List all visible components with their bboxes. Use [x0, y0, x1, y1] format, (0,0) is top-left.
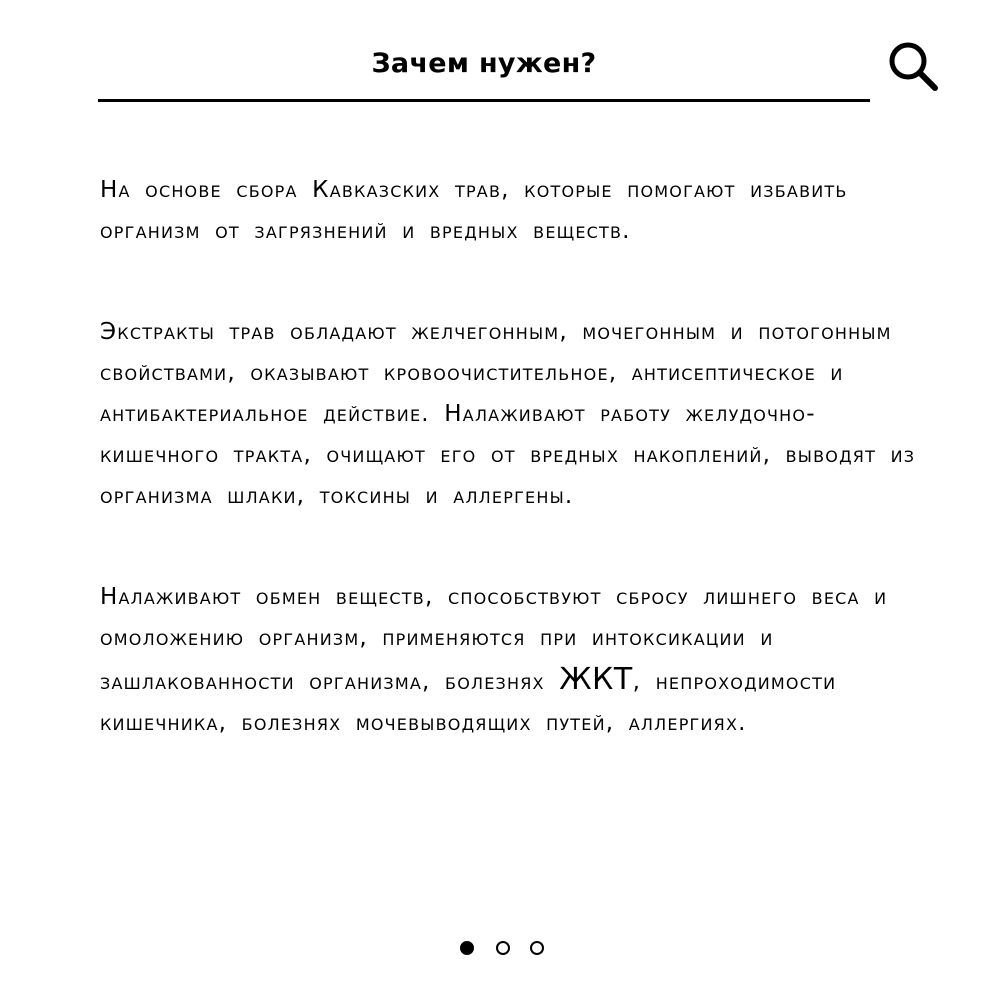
title-underline — [98, 99, 870, 102]
header — [0, 0, 1000, 110]
page-dot-2[interactable] — [496, 941, 510, 955]
paragraph-properties: Экстракты трав обладают желчегонным, мочегонным и потогонным свойствами, оказывают кровоочистительное, антисептическое и антибактериальное действие. Налаживают работу желудочно-кишечного тракта, очищают его от вредных накоплений, выводят из организма шлаки, токсины и аллергены. — [100, 319, 916, 509]
search-button[interactable] — [884, 36, 944, 96]
paragraph-applications — [100, 577, 930, 744]
search-icon — [884, 36, 944, 96]
pagination-dots — [458, 940, 548, 960]
paragraph-intro: На основе сбора Кавказских трав, которые помогают избавить организм от загрязнений и вредных веществ. — [100, 177, 848, 244]
page-dot-3[interactable] — [530, 941, 544, 955]
paragraph-applications-part1: Налаживают обмен веществ, способствуют сбросу лишнего веса и омоложению организм, применяются при интоксикации и зашлакованности организма, болезнях — [100, 584, 888, 695]
main-content — [100, 170, 930, 804]
page-title: Зачем нужен? — [371, 48, 597, 79]
abbreviation-zhkt: ЖКТ — [559, 662, 633, 697]
page-dot-1[interactable] — [460, 941, 474, 955]
paragraph-applications-part2: , непроходимости кишечника, болезнях мочевыводящих путей, аллергиях. — [100, 669, 837, 736]
